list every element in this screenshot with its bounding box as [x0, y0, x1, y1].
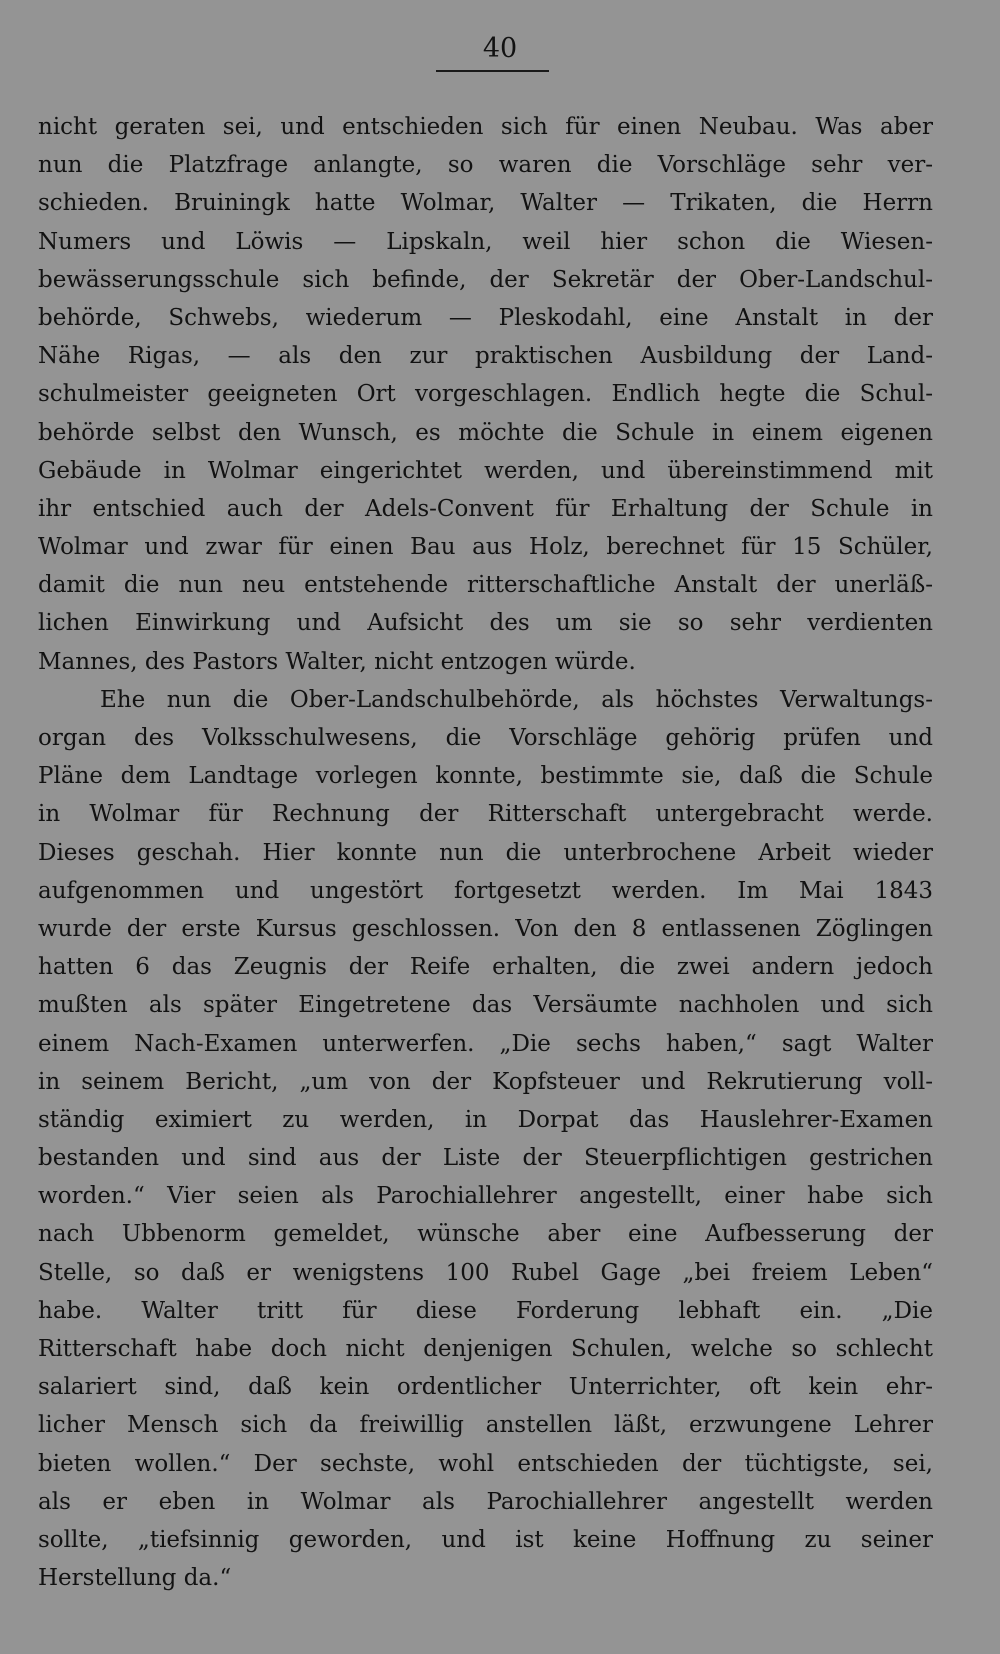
- text-line: Stelle, so daß er wenigstens 100 Rubel Gage „bei freiem Leben“: [38, 1259, 933, 1286]
- text-line: ständig eximiert zu werden, in Dorpat das Hauslehrer-Examen: [38, 1106, 933, 1133]
- text-line: nun die Platzfrage anlangte, so waren die Vorschläge sehr ver-: [38, 152, 933, 179]
- text-line: organ des Volksschulwesens, die Vorschläge gehörig prüfen und: [38, 725, 933, 751]
- text-line: als er eben in Wolmar als Parochiallehrer angestellt werden: [38, 1488, 933, 1515]
- text-line: einem Nach-Examen unterwerfen. „Die sechs haben,“ sagt Walter: [38, 1030, 933, 1057]
- text-line: mußten als später Eingetretene das Versäumte nachholen und sich: [38, 992, 933, 1019]
- text-line: Herstellung da.“: [38, 1565, 232, 1592]
- text-line: lichen Einwirkung und Aufsicht des um sie so sehr verdienten: [38, 610, 933, 637]
- text-line: bewässerungsschule sich befinde, der Sekretär der Ober-Landschul-: [38, 266, 933, 293]
- text-line: licher Mensch sich da freiwillig anstellen läßt, erzwungene Lehrer: [38, 1412, 933, 1439]
- text-line: nicht geraten sei, und entschieden sich für einen Neubau. Was aber: [38, 114, 933, 140]
- text-line: damit die nun neu entstehende ritterschaftliche Anstalt der unerläß-: [38, 572, 933, 599]
- text-line: aufgenommen und ungestört fortgesetzt werden. Im Mai 1843: [38, 877, 933, 904]
- text-line: bestanden und sind aus der Liste der Steuerpflichtigen gestrichen: [38, 1145, 933, 1172]
- text-line: schieden. Bruiningk hatte Wolmar, Walter — Trikaten, die Herrn: [38, 190, 933, 217]
- text-line: wurde der erste Kursus geschlossen. Von den 8 entlassenen Zöglingen: [38, 915, 933, 942]
- text-line: Numers und Löwis — Lipskaln, weil hier schon die Wiesen-: [38, 228, 933, 255]
- text-line: Ehe nun die Ober-Landschulbehörde, als höchstes Verwaltungs-: [100, 686, 933, 713]
- text-line: in seinem Bericht, „um von der Kopfsteuer und Rekrutierung voll-: [38, 1068, 933, 1095]
- text-line: ihr entschied auch der Adels-Convent für Erhaltung der Schule in: [38, 495, 933, 522]
- text-line: Pläne dem Landtage vorlegen konnte, bestimmte sie, daß die Schule: [38, 763, 933, 790]
- text-line: worden.“ Vier seien als Parochiallehrer angestellt, einer habe sich: [38, 1183, 933, 1210]
- text-line: behörde selbst den Wunsch, es möchte die Schule in einem eigenen: [38, 419, 933, 446]
- text-line: habe. Walter tritt für diese Forderung lebhaft ein. „Die: [38, 1297, 933, 1324]
- text-line: bieten wollen.“ Der sechste, wohl entschieden der tüchtigste, sei,: [38, 1450, 933, 1477]
- body-text: [38, 108, 933, 1597]
- page-number-rule: [436, 70, 549, 72]
- text-line: Gebäude in Wolmar eingerichtet werden, und übereinstimmend mit: [38, 457, 933, 484]
- text-line: salariert sind, daß kein ordentlicher Unterrichter, oft kein ehr-: [38, 1374, 933, 1401]
- text-line: Dieses geschah. Hier konnte nun die unterbrochene Arbeit wieder: [38, 839, 933, 866]
- text-line: Wolmar und zwar für einen Bau aus Holz, berechnet für 15 Schüler,: [38, 534, 933, 561]
- text-line: Mannes, des Pastors Walter, nicht entzogen würde.: [38, 648, 636, 675]
- text-line: sollte, „tiefsinnig geworden, und ist keine Hoffnung zu seiner: [38, 1526, 933, 1553]
- text-line: nach Ubbenorm gemeldet, wünsche aber eine Aufbesserung der: [38, 1221, 933, 1248]
- page-number: 40: [482, 33, 518, 64]
- text-line: schulmeister geeigneten Ort vorgeschlagen. Endlich hegte die Schul-: [38, 381, 933, 408]
- text-line: hatten 6 das Zeugnis der Reife erhalten, die zwei andern jedoch: [38, 954, 933, 981]
- text-line: Nähe Rigas, — als den zur praktischen Ausbildung der Land-: [38, 343, 933, 370]
- text-line: in Wolmar für Rechnung der Ritterschaft untergebracht werde.: [38, 801, 933, 828]
- text-line: behörde, Schwebs, wiederum — Pleskodahl, eine Anstalt in der: [38, 304, 933, 331]
- text-line: Ritterschaft habe doch nicht denjenigen Schulen, welche so schlecht: [38, 1336, 933, 1362]
